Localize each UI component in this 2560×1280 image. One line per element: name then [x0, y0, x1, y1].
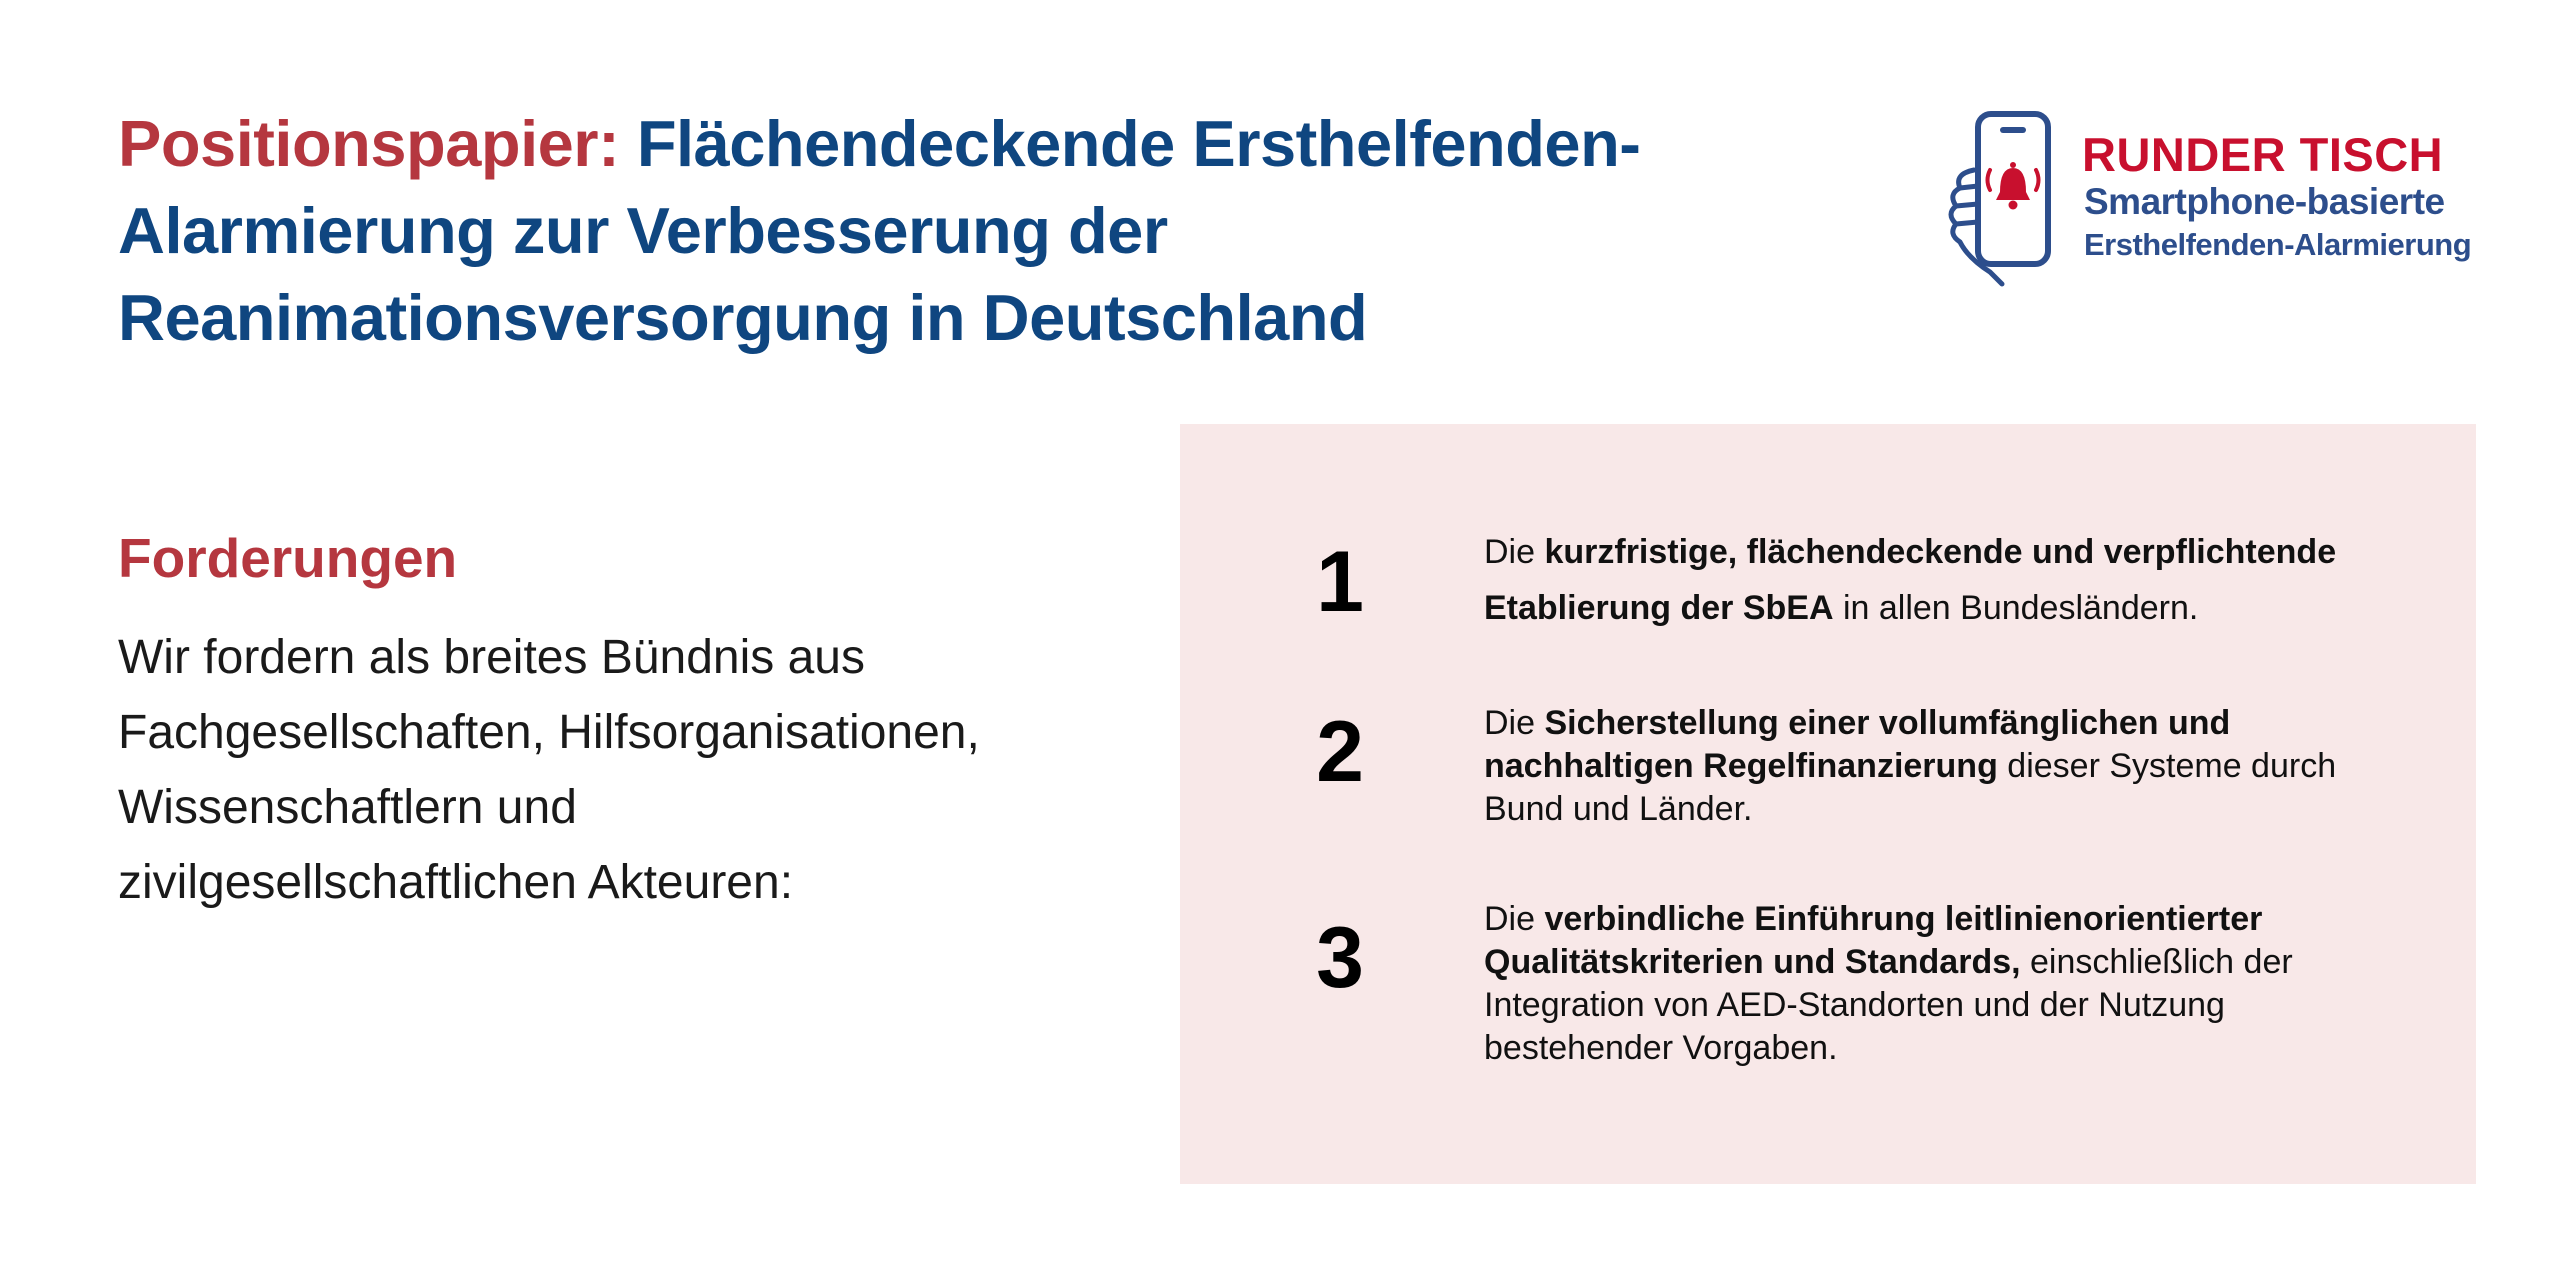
demand-lead: Die — [1484, 704, 1545, 742]
logo-line-1: RUNDER TISCH — [2082, 128, 2444, 181]
demands-panel — [1180, 424, 2476, 1184]
demand-number: 3 — [1316, 910, 1364, 1006]
title-prefix: Positionspapier: — [118, 107, 620, 180]
demand-text — [1484, 524, 2364, 636]
intro-text: Wir fordern als breites Bündnis aus Fachgesellschaften, Hilfsorganisationen, Wissenschaftlern und zivilgesellschaftlichen Akteuren: — [118, 631, 980, 909]
page-title — [118, 100, 1738, 361]
demand-rest: einschließlich der Integration von AED-Standorten und der Nutzung bestehender Vorgaben. — [1484, 943, 2293, 1067]
demand-text — [1484, 898, 2364, 1070]
demand-bold-text: kurzfristige, flächendeckende und verpflichtende Etablierung der SbEA — [1484, 533, 2337, 627]
demand-rest: dieser Systeme durch Bund und Länder. — [1484, 747, 2337, 828]
smartphone-alarm-bell-icon — [1940, 110, 2085, 290]
demand-lead: Die — [1484, 533, 1545, 571]
demand-rest: in allen Bundesländern. — [1833, 589, 2199, 627]
title-main: Flächendeckende Ersthelfenden-Alarmierung zur Verbesserung der Reanimationsversorgung in Deutschland — [118, 107, 1641, 354]
demand-bold-text: Sicherstellung einer vollumfänglichen und nachhaltigen Regelfinanzierung — [1484, 704, 2231, 785]
demand-bold-text: verbindliche Einführung leitlinienorientierter Qualitätskriterien und Standards, — [1484, 900, 2263, 981]
demand-text — [1484, 702, 2364, 831]
section-heading: Forderungen — [118, 527, 458, 589]
demand-number: 1 — [1316, 534, 1364, 630]
demand-lead: Die — [1484, 900, 1545, 938]
logo-line-3: Ersthelfenden-Alarmierung — [2084, 227, 2472, 262]
logo-line-2: Smartphone-basierte — [2084, 181, 2445, 222]
demand-number: 2 — [1316, 704, 1364, 800]
runder-tisch-logo — [1940, 110, 2470, 290]
